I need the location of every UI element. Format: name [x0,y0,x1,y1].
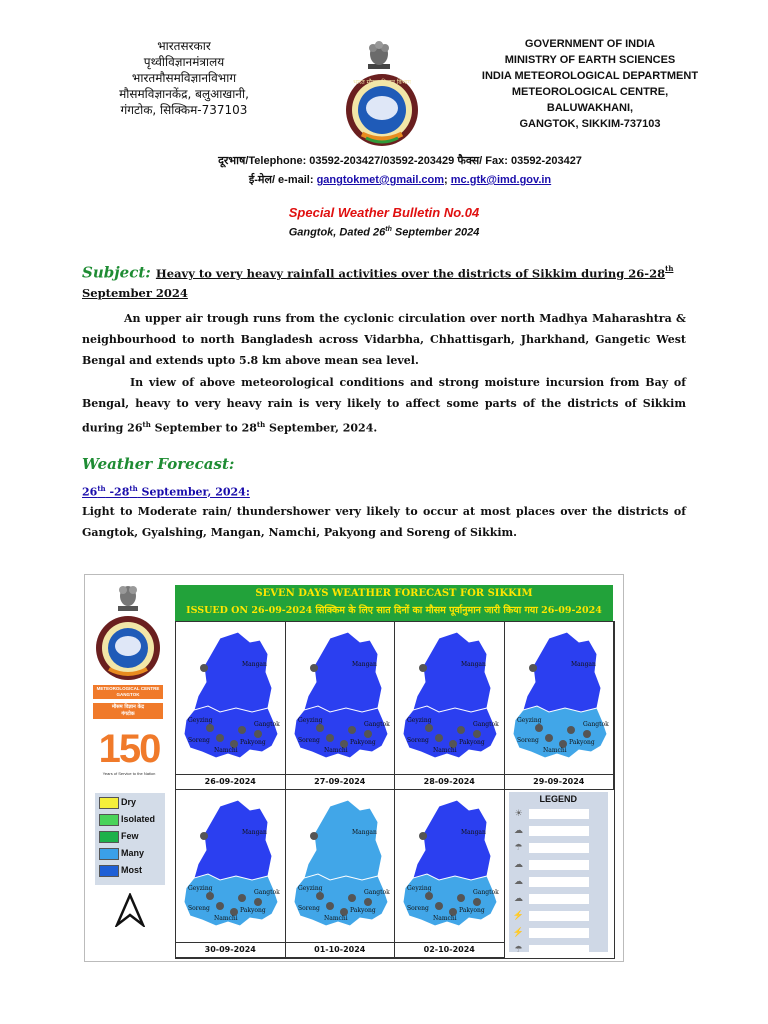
legend-bar [529,860,589,870]
legend-bar [529,809,589,819]
rain-cloud-icon [216,902,224,910]
legend-bar [529,894,589,904]
rain-cloud-icon [457,726,465,734]
rain-cloud-icon [364,898,372,906]
district-label: Namchi [214,747,238,754]
rain-cloud-icon [254,898,262,906]
forecast-day-cell [395,622,505,790]
rain-cloud-icon [238,894,246,902]
rain-cloud-icon [473,898,481,906]
legend-bar [529,877,589,887]
centre-line2: GANGTOK [116,692,140,697]
paragraph-outlook [82,372,686,439]
district-label: Pakyong [349,907,376,914]
sikkim-map [399,626,501,766]
rain-cloud-icon [326,902,334,910]
date-suffix: September 2024 [391,226,480,239]
hindi-line: भारतमौसमविज्ञानविभाग [131,71,237,85]
rain-cloud-icon [200,832,208,840]
paragraph-trough: An upper air trough runs from the cyclonic circulation over north Madhya Maharashtra & neighbourhood to north Bangladesh across Vidarbha, Chhattisgarh, Jharkhand, Gangetic West Bengal and extends upto 5.8 km above mean sea level. [82,312,686,367]
forecast-map-grid [175,621,615,959]
panel-left-column [85,575,173,961]
centre-line1: METEOROLOGICAL CENTRE [96,686,160,691]
date-text: Gangtok, Dated 26 [288,226,386,239]
district-label: Pakyong [349,739,376,746]
centre-label-hi [93,703,163,719]
rain-cloud-icon [529,664,537,672]
sikkim-map [290,794,392,934]
district-label: Namchi [214,915,238,922]
district-label: Soreng [407,737,429,744]
cat-swatch-most [99,865,119,877]
district-label: Geyzing [297,885,323,892]
legend-bar [529,911,589,921]
rain-cloud-icon [254,730,262,738]
forecast-date-range [82,484,250,499]
weather-symbol-icon: ☁ [514,894,523,904]
district-label: Gangtok [363,889,390,896]
district-label: Pakyong [240,907,266,914]
district-label: Namchi [542,747,567,754]
district-label: Namchi [433,915,457,922]
fd-sup2: th [129,484,138,493]
rain-cloud-icon [425,892,433,900]
english-header [470,36,710,132]
district-label: Gangtok [473,889,499,896]
banner-line2: ISSUED ON 26-09-2024 सिक्किम के लिए सात दिनों का मौसम पूर्वानुमान जारी किया गया 26-09-2024 [186,605,602,616]
district-label: Geyzing [516,717,542,724]
district-label: Geyzing [407,885,432,892]
hindi-line: पृथ्वीविज्ञानमंत्रालय [143,55,225,69]
north-arrow-icon [115,893,145,927]
rain-cloud-icon [583,730,591,738]
forecast-date-caption: 26-09-2024 [176,774,285,789]
forecast-date-caption: 30-09-2024 [176,942,285,957]
district-label: Mangan [570,661,596,668]
centre-label-en [93,685,163,699]
legend-bar [529,826,589,836]
cat-label-most: Most [121,865,142,875]
hindi-line: गंगटोक, सिक्किम-737103 [120,103,248,117]
district-label: Gangtok [473,721,499,728]
district-label: Mangan [242,661,267,668]
badge-150 [93,727,165,789]
weather-symbol-icon: ⚡ [512,911,525,921]
rain-cloud-icon [326,734,334,742]
rain-cloud-icon [425,724,433,732]
legend-row [509,891,609,908]
district-label: Soreng [188,737,210,744]
district-label: Soreng [297,905,320,912]
cat-label-few: Few [121,831,139,841]
fd-c: September, 2024: [137,485,250,499]
subject-sup: th [665,264,674,273]
rain-cloud-icon [316,892,324,900]
hindi-header [84,38,284,118]
forecast-day-cell [176,790,286,958]
sikkim-map [290,626,392,766]
rain-cloud-icon [419,832,427,840]
forecast-date-caption: 29-09-2024 [505,774,614,789]
legend-row [509,874,609,891]
svg-text:भारत मौसम विज्ञान विभाग: भारत मौसम विज्ञान विभाग [353,79,411,86]
email-prefix: ई-मेल/ e-mail: [248,174,317,186]
phone-line: दूरभाष/Telephone: 03592-203427/03592-203429 फैक्स/ Fax: 03592-203427 [218,155,582,167]
subject-text: Heavy to very heavy rainfall activities over the districts of Sikkim during 26-28 [155,266,666,281]
fd-a: 26 [82,485,98,499]
district-label: Gangtok [582,721,609,728]
district-label: Soreng [516,737,539,744]
english-line: MINISTRY OF EARTH SCIENCES [504,54,676,66]
district-label: Namchi [433,747,457,754]
weather-symbol-icon: ☂ [514,843,523,853]
cat-swatch-few [99,831,119,843]
rain-cloud-icon [364,730,372,738]
english-line: BALUWAKHANI, [546,102,634,114]
legend-title: LEGEND [539,794,577,804]
rain-cloud-icon [348,726,356,734]
cat-swatch-isolated [99,814,119,826]
rain-cloud-icon [457,894,465,902]
district-label: Soreng [188,905,210,912]
category-key [95,793,165,885]
rain-cloud-icon [316,724,324,732]
sikkim-map [399,794,501,934]
legend-row [509,823,609,840]
rain-cloud-icon [473,730,481,738]
para2-sup2: th [256,420,266,429]
rain-cloud-icon [435,902,443,910]
district-label: Pakyong [459,739,485,746]
cat-label-many: Many [121,848,145,858]
forecast-day-cell [395,790,505,958]
contact-block [150,152,650,190]
legend-row [509,908,609,925]
rain-cloud-icon [310,832,318,840]
district-label: Mangan [351,661,377,668]
cat-label-dry: Dry [121,797,137,807]
centre-hindi1: मौसम विज्ञान केंद्र [112,704,144,710]
subject-label: Subject: [82,263,151,282]
forecast-date-caption: 01-10-2024 [286,942,395,957]
district-label: Mangan [351,829,377,836]
rain-cloud-icon [310,664,318,672]
rain-cloud-icon [535,724,543,732]
weather-symbol-icon: ☁ [514,860,523,870]
para2-b: September to 28 [150,421,257,435]
sikkim-map [509,626,611,766]
rain-cloud-icon [216,734,224,742]
seven-day-forecast-panel [84,574,624,962]
rain-cloud-icon [348,894,356,902]
district-label: Geyzing [188,717,213,724]
rain-cloud-icon [200,664,208,672]
english-line: METEOROLOGICAL CENTRE, [511,86,669,98]
district-label: Geyzing [188,885,213,892]
legend-row [509,925,609,942]
forecast-heading: Weather Forecast: [82,455,235,473]
cat-swatch-dry [99,797,119,809]
sikkim-map [180,794,282,934]
district-label: Pakyong [240,739,266,746]
district-label: Gangtok [363,721,390,728]
imd-logo [344,72,420,148]
district-label: Gangtok [254,721,280,728]
cat-swatch-many [99,848,119,860]
badge-caption: Years of Service to the Nation [102,771,156,776]
para2-sup1: th [142,420,151,429]
district-label: Namchi [323,747,348,754]
rain-cloud-icon [435,734,443,742]
district-label: Mangan [461,829,486,836]
legend-row [509,806,609,823]
weather-symbol-icon: ☁ [514,826,523,836]
email-separator: ; [444,174,451,186]
legend-row [509,840,609,857]
district-label: Geyzing [297,717,323,724]
district-label: Mangan [461,661,486,668]
fd-b: -28 [105,485,130,499]
bulletin-date [0,226,768,239]
forecast-text: Light to Moderate rain/ thundershower very likely to occur at most places over the districts of Gangtok, Gyalshing, Mangan, Namchi, Pakyong and Soreng of Sikkim. [82,505,686,539]
weather-symbol-icon: ⚡ [512,928,525,938]
badge-number: 150 [98,727,160,771]
legend-row [509,942,609,959]
legend-bar [529,945,589,955]
weather-symbol-icon: ☂ [514,945,523,955]
forecast-date-caption: 28-09-2024 [395,774,504,789]
email-line [150,171,650,190]
rain-cloud-icon [238,726,246,734]
centre-hindi2: गंगटोक [121,711,135,717]
cat-label-isolated: Isolated [121,814,156,824]
rain-cloud-icon [206,724,214,732]
forecast-legend [509,792,609,955]
banner-line1: SEVEN DAYS WEATHER FORECAST FOR SIKKIM [255,588,533,599]
legend-row [509,857,609,874]
district-label: Soreng [407,905,429,912]
forecast-day-cell [176,622,286,790]
forecast-date-caption: 27-09-2024 [286,774,395,789]
english-line: GOVERNMENT OF INDIA [524,38,656,50]
para2-a: In view of above meteorological conditions and strong moisture incursion from Bay of Bengal, heavy to very heavy rain is very likely to affect some parts of the districts of Sikkim during 26 [82,376,686,435]
district-label: Pakyong [459,907,485,914]
english-line: INDIA METEOROLOGICAL DEPARTMENT [481,70,699,82]
rain-cloud-icon [545,734,553,742]
rain-cloud-icon [419,664,427,672]
forecast-day-cell [505,622,615,790]
subject-block [82,258,686,284]
forecast-banner [175,585,613,621]
para2-c: September, 2024. [265,421,378,435]
forecast-day-cell [286,622,396,790]
hindi-line: भारतसरकार [157,39,211,53]
legend-bar [529,843,589,853]
rain-cloud-icon [567,726,575,734]
bulletin-title: Special Weather Bulletin No.04 [288,205,480,220]
panel-emblem [115,579,141,613]
email-link-imd[interactable]: mc.gtk@imd.gov.in [450,174,552,186]
rain-cloud-icon [206,892,214,900]
date-sup: th [385,226,392,233]
english-line: GANGTOK, SIKKIM-737103 [519,118,661,130]
subject-text-line2: September 2024 [82,286,188,300]
district-label: Pakyong [568,739,595,746]
district-label: Soreng [297,737,320,744]
district-label: Gangtok [254,889,280,896]
district-label: Namchi [323,915,348,922]
weather-symbol-icon: ☀ [514,809,523,819]
legend-bar [529,928,589,938]
email-link-gmail[interactable]: gangtokmet@gmail.com [316,174,445,186]
forecast-day-cell [286,790,396,958]
panel-imd-logo [95,615,161,681]
weather-symbol-icon: ☁ [514,877,523,887]
hindi-line: मौसमविज्ञानकेंद्र, बलुआखानी, [119,87,249,101]
fd-sup1: th [97,484,106,493]
forecast-date-caption: 02-10-2024 [395,942,504,957]
district-label: Geyzing [407,717,432,724]
sikkim-map [180,626,282,766]
district-label: Mangan [242,829,267,836]
ashoka-emblem [364,36,394,72]
